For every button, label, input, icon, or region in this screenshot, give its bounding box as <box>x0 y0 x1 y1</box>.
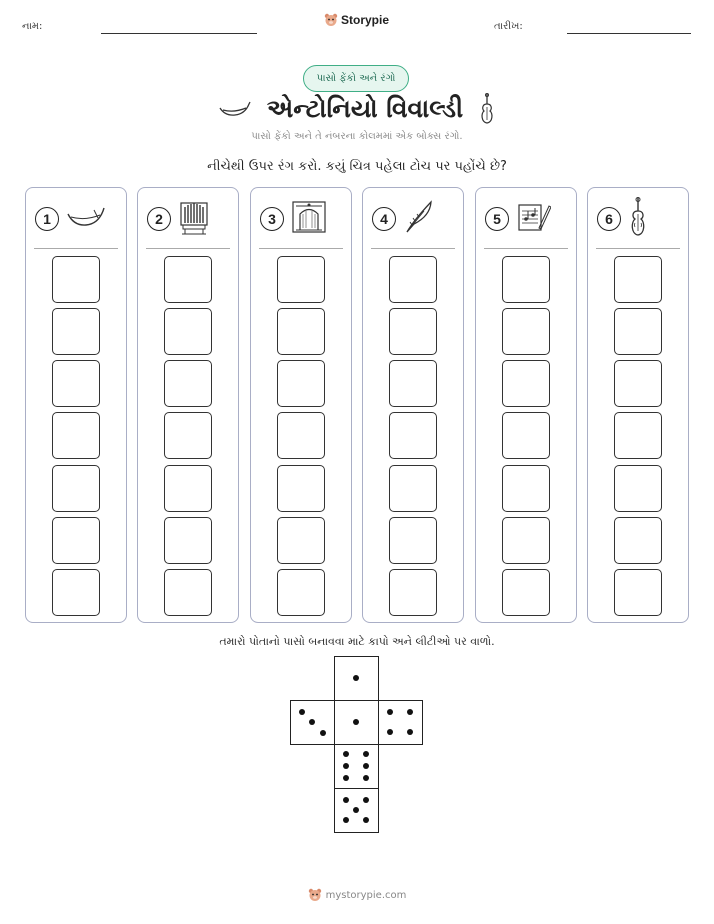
color-box[interactable] <box>614 465 662 512</box>
die-pip <box>387 729 393 735</box>
column-header <box>35 200 117 238</box>
die-pip <box>309 719 315 725</box>
color-box[interactable] <box>502 569 550 616</box>
cut-instruction: તમારો પોતાનો પાસો બનાવવા માટે કાપો અને લીટીઓ પર વાળો. <box>219 635 495 648</box>
color-box[interactable] <box>614 517 662 564</box>
color-box[interactable] <box>277 412 325 459</box>
gondola-icon <box>67 206 105 232</box>
column-header <box>597 200 679 238</box>
column-number: 6 <box>597 207 621 231</box>
die-pip <box>363 797 369 803</box>
die-pip <box>387 709 393 715</box>
brand-name: Storypie <box>341 13 390 27</box>
color-box[interactable] <box>502 412 550 459</box>
color-box[interactable] <box>389 569 437 616</box>
color-box[interactable] <box>389 465 437 512</box>
bear-icon <box>308 888 322 902</box>
color-box[interactable] <box>277 517 325 564</box>
color-box[interactable] <box>502 360 550 407</box>
color-box[interactable] <box>164 308 212 355</box>
color-box[interactable] <box>164 465 212 512</box>
column-3 <box>250 187 352 623</box>
column-2 <box>137 187 239 623</box>
die-pip <box>363 751 369 757</box>
color-box[interactable] <box>502 517 550 564</box>
color-box[interactable] <box>164 360 212 407</box>
color-box[interactable] <box>614 308 662 355</box>
color-box[interactable] <box>164 256 212 303</box>
color-box[interactable] <box>52 256 100 303</box>
column-header <box>260 200 342 238</box>
die-face-1 <box>334 700 379 745</box>
die-pip <box>363 817 369 823</box>
name-line[interactable] <box>101 33 257 34</box>
color-box[interactable] <box>164 412 212 459</box>
column-header <box>485 200 567 238</box>
color-box[interactable] <box>614 412 662 459</box>
column-number: 2 <box>147 207 171 231</box>
bear-icon <box>324 13 338 27</box>
color-box[interactable] <box>389 256 437 303</box>
column-number: 3 <box>260 207 284 231</box>
column-number: 1 <box>35 207 59 231</box>
die-pip <box>353 675 359 681</box>
color-box[interactable] <box>614 360 662 407</box>
color-box[interactable] <box>277 569 325 616</box>
column-divider <box>259 248 343 249</box>
color-box[interactable] <box>52 465 100 512</box>
color-box[interactable] <box>164 569 212 616</box>
die-pip <box>299 709 305 715</box>
date-line[interactable] <box>567 33 691 34</box>
column-divider <box>371 248 455 249</box>
column-header <box>372 200 454 238</box>
violin-icon <box>479 93 495 125</box>
footer <box>0 888 714 902</box>
organ-icon <box>179 199 209 239</box>
column-divider <box>596 248 680 249</box>
page-title: એન્ટોનિયો વિવાલ્ડી <box>266 94 464 123</box>
die-pip <box>363 763 369 769</box>
column-divider <box>34 248 118 249</box>
color-box[interactable] <box>52 412 100 459</box>
die-face-4 <box>378 700 423 745</box>
column-6 <box>587 187 689 623</box>
color-box[interactable] <box>389 360 437 407</box>
column-number: 4 <box>372 207 396 231</box>
die-face-6 <box>334 744 379 789</box>
die-pip <box>353 719 359 725</box>
die-pip <box>353 807 359 813</box>
die-pip <box>343 797 349 803</box>
footer-url[interactable]: mystorypie.com <box>325 889 407 901</box>
title-row <box>0 92 714 126</box>
die-face-5 <box>334 788 379 833</box>
color-box[interactable] <box>502 256 550 303</box>
color-box[interactable] <box>389 517 437 564</box>
column-number: 5 <box>485 207 509 231</box>
color-box[interactable] <box>277 465 325 512</box>
die-pip <box>343 751 349 757</box>
color-box[interactable] <box>277 256 325 303</box>
game-badge: પાસો ફેંકો અને રંગો <box>303 65 409 92</box>
quill-icon <box>404 200 434 238</box>
die-face-3 <box>290 700 335 745</box>
color-box[interactable] <box>502 308 550 355</box>
gondola-icon <box>219 101 251 117</box>
color-box[interactable] <box>614 569 662 616</box>
color-box[interactable] <box>277 308 325 355</box>
color-box[interactable] <box>502 465 550 512</box>
column-divider <box>146 248 230 249</box>
color-box[interactable] <box>52 360 100 407</box>
color-box[interactable] <box>52 569 100 616</box>
theater-icon <box>292 200 326 238</box>
column-4 <box>362 187 464 623</box>
color-box[interactable] <box>389 412 437 459</box>
sheet-music-icon <box>517 202 551 236</box>
color-box[interactable] <box>389 308 437 355</box>
die-pip <box>343 817 349 823</box>
column-5 <box>475 187 577 623</box>
column-header <box>147 200 229 238</box>
die-face-1 <box>334 656 379 701</box>
die-pip <box>320 730 326 736</box>
column-divider <box>484 248 568 249</box>
die-pip <box>407 729 413 735</box>
die-pip <box>363 775 369 781</box>
instruction: નીચેથી ઉપર રંગ કરો. કયું ચિત્ર પહેલા ટોચ પર પહોંચે છે? <box>207 159 507 174</box>
name-label: નામ: <box>22 21 43 32</box>
die-pip <box>343 775 349 781</box>
color-box[interactable] <box>614 256 662 303</box>
die-pip <box>343 763 349 769</box>
die-pip <box>407 709 413 715</box>
color-box[interactable] <box>277 360 325 407</box>
date-label: તારીખ: <box>494 21 523 32</box>
color-box[interactable] <box>52 308 100 355</box>
color-box[interactable] <box>164 517 212 564</box>
violin-icon <box>629 197 647 241</box>
color-box[interactable] <box>52 517 100 564</box>
column-1 <box>25 187 127 623</box>
brand-logo <box>324 13 389 27</box>
subtitle: પાસો ફેંકો અને તે નંબરના કોલમમાં એક બોક્સ રંગો. <box>251 131 463 142</box>
